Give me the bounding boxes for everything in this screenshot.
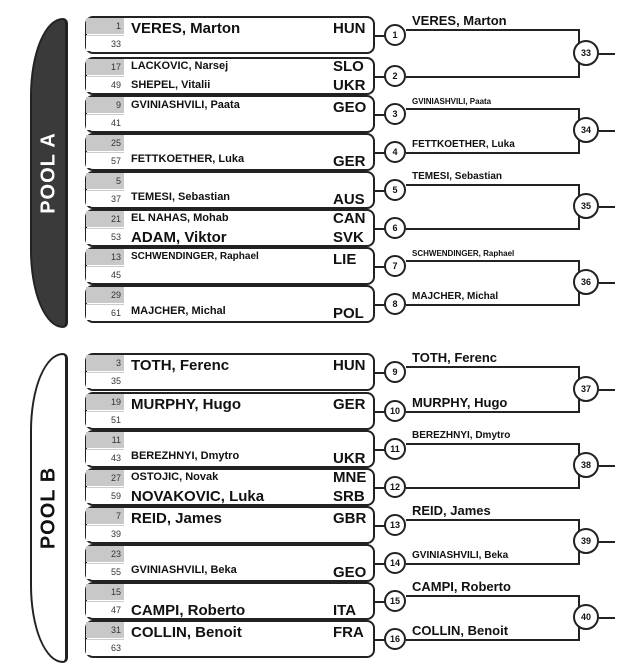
seed-number: 19 — [86, 394, 124, 410]
match-number-circle: 35 — [573, 193, 599, 219]
match-box — [85, 57, 375, 95]
match-number-circle: 34 — [573, 117, 599, 143]
entrant-name: EL NAHAS, Mohab — [131, 212, 229, 224]
entrant-name: GVINIASHVILI, Beka — [131, 564, 237, 576]
seed-number: 3 — [86, 355, 124, 371]
entrant-country: HUN — [333, 357, 366, 374]
winner-name: FETTKOETHER, Luka — [412, 139, 515, 150]
winner-line — [406, 108, 578, 110]
match-number-circle: 3 — [384, 103, 406, 125]
entrant-country: SRB — [333, 488, 365, 505]
entrant-name: SHEPEL, Vitalii — [131, 79, 211, 91]
entrant-country: MNE — [333, 469, 367, 486]
entrant-country: GBR — [333, 510, 367, 527]
connector-line — [599, 465, 615, 467]
entrant-country: AUS — [333, 191, 365, 208]
winner-name: COLLIN, Benoit — [412, 623, 509, 638]
entrant-name: OSTOJIC, Novak — [131, 471, 219, 483]
winner-name: TOTH, Ferenc — [412, 350, 498, 365]
winner-name: TEMESI, Sebastian — [412, 171, 503, 182]
winner-name: MURPHY, Hugo — [412, 395, 508, 410]
winner-name: GVINIASHVILI, Paata — [412, 97, 492, 106]
winner-line — [406, 184, 578, 186]
seed-number: 41 — [86, 114, 124, 130]
seed-number: 21 — [86, 211, 124, 227]
seed-number: 55 — [86, 563, 124, 579]
seed-number: 49 — [86, 76, 124, 92]
match-number-circle: 6 — [384, 217, 406, 239]
seed-number: 9 — [86, 97, 124, 113]
winner-name: BEREZHNYI, Dmytro — [412, 430, 511, 441]
winner-line — [406, 260, 578, 262]
match-box — [85, 353, 375, 391]
entrant-country: POL — [333, 305, 364, 322]
entrant-country: UKR — [333, 450, 366, 467]
match-box — [85, 171, 375, 209]
winner-name: CAMPI, Roberto — [412, 579, 511, 594]
winner-name: VERES, Marton — [412, 13, 507, 28]
seed-number: 29 — [86, 287, 124, 303]
match-number-circle: 2 — [384, 65, 406, 87]
pool-tab-b — [30, 353, 68, 663]
seed-number: 39 — [86, 525, 124, 541]
entrant-country: UKR — [333, 77, 366, 94]
seed-number: 31 — [86, 622, 124, 638]
entrant-name: MAJCHER, Michal — [131, 305, 226, 317]
entrant-country: FRA — [333, 624, 364, 641]
entrant-name: TOTH, Ferenc — [131, 357, 230, 374]
entrant-country: GEO — [333, 564, 367, 581]
connector-line — [599, 53, 615, 55]
winner-line — [406, 411, 578, 413]
match-number-circle: 8 — [384, 293, 406, 315]
seed-number: 33 — [86, 35, 124, 51]
entrant-country: SLO — [333, 58, 364, 75]
seed-number: 51 — [86, 411, 124, 427]
match-number-circle: 14 — [384, 552, 406, 574]
seed-number: 57 — [86, 152, 124, 168]
seed-number: 45 — [86, 266, 124, 282]
match-number-circle: 1 — [384, 24, 406, 46]
entrant-name: BEREZHNYI, Dmytro — [131, 450, 240, 462]
winner-line — [406, 29, 578, 31]
connector-line — [599, 206, 615, 208]
match-number-circle: 15 — [384, 590, 406, 612]
winner-name: MAJCHER, Michal — [412, 291, 499, 302]
seed-number: 61 — [86, 304, 124, 320]
connector-line — [599, 130, 615, 132]
seed-number: 63 — [86, 639, 124, 655]
winner-line — [406, 228, 578, 230]
entrant-name: REID, James — [131, 510, 222, 527]
match-number-circle: 9 — [384, 361, 406, 383]
entrant-country: GEO — [333, 99, 367, 116]
winner-line — [406, 519, 578, 521]
winner-name: SCHWENDINGER, Raphael — [412, 249, 515, 258]
seed-number: 43 — [86, 449, 124, 465]
winner-line — [406, 487, 578, 489]
pool-label: POOL A — [37, 132, 59, 214]
seed-number: 5 — [86, 173, 124, 189]
match-box — [85, 506, 375, 544]
connector-line — [599, 541, 615, 543]
entrant-country: GER — [333, 396, 366, 413]
match-number-circle: 4 — [384, 141, 406, 163]
match-number-circle: 13 — [384, 514, 406, 536]
match-box — [85, 209, 375, 247]
winner-line — [406, 639, 578, 641]
seed-number: 13 — [86, 249, 124, 265]
entrant-name: LACKOVIC, Narsej — [131, 60, 229, 72]
winner-line — [406, 304, 578, 306]
seed-number: 37 — [86, 190, 124, 206]
seed-number: 7 — [86, 508, 124, 524]
entrant-country: SVK — [333, 229, 364, 246]
entrant-name: ADAM, Viktor — [131, 229, 227, 246]
seed-number: 47 — [86, 601, 124, 617]
entrant-name: COLLIN, Benoit — [131, 624, 242, 641]
connector-line — [599, 282, 615, 284]
seed-number: 25 — [86, 135, 124, 151]
seed-number: 11 — [86, 432, 124, 448]
match-box — [85, 544, 375, 582]
entrant-name: VERES, Marton — [131, 20, 241, 37]
match-number-circle: 33 — [573, 40, 599, 66]
match-number-circle: 39 — [573, 528, 599, 554]
match-number-circle: 10 — [384, 400, 406, 422]
winner-line — [406, 443, 578, 445]
entrant-name: FETTKOETHER, Luka — [131, 153, 245, 165]
seed-number: 17 — [86, 59, 124, 75]
entrant-name: MURPHY, Hugo — [131, 396, 241, 413]
winner-line — [406, 152, 578, 154]
match-number-circle: 11 — [384, 438, 406, 460]
entrant-name: NOVAKOVIC, Luka — [131, 488, 265, 505]
match-box — [85, 430, 375, 468]
match-box — [85, 133, 375, 171]
match-number-circle: 37 — [573, 376, 599, 402]
seed-number: 59 — [86, 487, 124, 503]
match-number-circle: 38 — [573, 452, 599, 478]
seed-number: 35 — [86, 372, 124, 388]
seed-number: 27 — [86, 470, 124, 486]
seed-number: 1 — [86, 18, 124, 34]
winner-name: REID, James — [412, 503, 491, 518]
entrant-country: CAN — [333, 210, 366, 227]
seed-number: 15 — [86, 584, 124, 600]
winner-line — [406, 366, 578, 368]
match-number-circle: 36 — [573, 269, 599, 295]
winner-line — [406, 595, 578, 597]
match-box — [85, 285, 375, 323]
winner-line — [406, 76, 578, 78]
entrant-country: HUN — [333, 20, 366, 37]
entrant-country: GER — [333, 153, 366, 170]
match-number-circle: 16 — [384, 628, 406, 650]
entrant-name: CAMPI, Roberto — [131, 602, 246, 619]
entrant-country: ITA — [333, 602, 357, 619]
entrant-name: GVINIASHVILI, Paata — [131, 99, 240, 111]
match-number-circle: 12 — [384, 476, 406, 498]
match-number-circle: 7 — [384, 255, 406, 277]
seed-number: 53 — [86, 228, 124, 244]
seed-number: 23 — [86, 546, 124, 562]
connector-line — [599, 389, 615, 391]
winner-line — [406, 563, 578, 565]
winner-name: GVINIASHVILI, Beka — [412, 550, 509, 561]
entrant-name: SCHWENDINGER, Raphael — [131, 251, 259, 262]
entrant-country: LIE — [333, 251, 357, 268]
match-number-circle: 5 — [384, 179, 406, 201]
connector-line — [599, 617, 615, 619]
pool-tab-a — [30, 18, 68, 328]
entrant-name: TEMESI, Sebastian — [131, 191, 231, 203]
pool-label: POOL B — [37, 466, 59, 550]
match-number-circle: 40 — [573, 604, 599, 630]
